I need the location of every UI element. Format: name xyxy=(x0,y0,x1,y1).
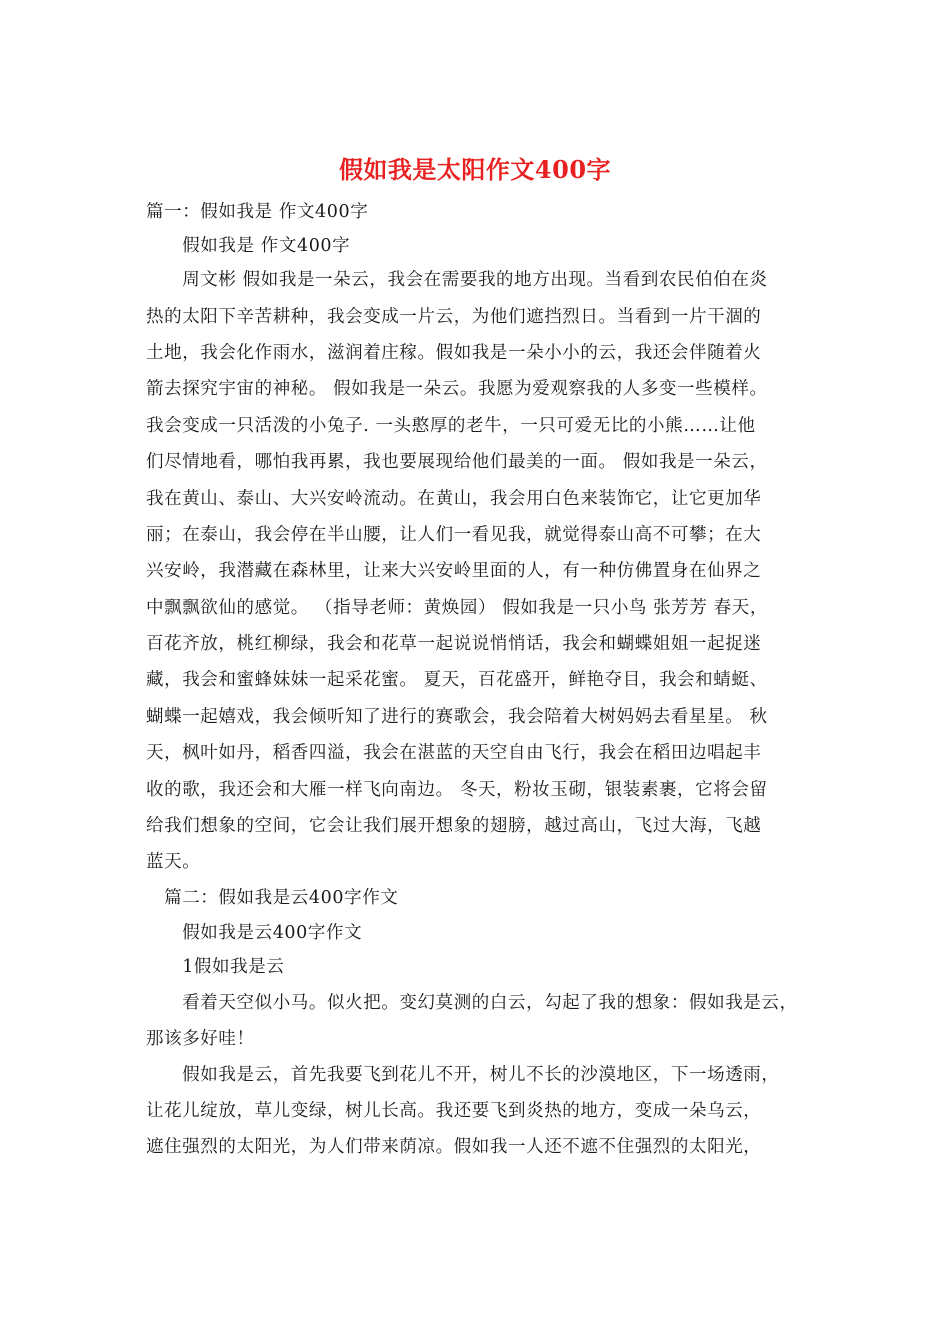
text-line: 给我们想象的空间，它会让我们展开想象的翅膀，越过高山，飞过大海，飞越 xyxy=(146,816,762,836)
text-line: 我在黄山、泰山、大兴安岭流动。在黄山，我会用白色来装饰它，让它更加华 xyxy=(146,489,762,509)
text-line: 藏，我会和蜜蜂妹妹一起采花蜜。 夏天，百花盛开，鲜艳夺目，我会和蜻蜓、 xyxy=(146,670,768,690)
text-line: 兴安岭，我潜藏在森林里，让来大兴安岭里面的人，有一种仿佛置身在仙界之 xyxy=(146,561,762,581)
text-line: 们尽情地看，哪怕我再累，我也要展现给他们最美的一面。 假如我是一朵云， xyxy=(146,452,768,472)
text-line: 土地，我会化作雨水，滋润着庄稼。假如我是一朵小小的云，我还会伴随着火 xyxy=(146,343,762,363)
text-line: 中飘飘欲仙的感觉。 （指导老师：黄焕园） 假如我是一只小鸟 张芳芳 春天， xyxy=(146,598,768,618)
text-line: 天，枫叶如丹，稻香四溢，我会在湛蓝的天空自由飞行，我会在稻田边唱起丰 xyxy=(146,743,762,763)
text-line: 周文彬 假如我是一朵云，我会在需要我的地方出现。当看到农民伯伯在炎 xyxy=(146,270,768,290)
text-line: 假如我是云400字作文 xyxy=(146,923,363,943)
document-title: 假如我是太阳作文400字 xyxy=(338,155,612,184)
text-line: 箭去探究宇宙的神秘。 假如我是一朵云。我愿为爱观察我的人多变一些模样。 xyxy=(146,379,768,399)
text-line: 蝴蝶一起嬉戏，我会倾听知了进行的赛歌会，我会陪着大树妈妈去看星星。 秋 xyxy=(146,707,768,727)
text-line: 我会变成一只活泼的小兔子. 一头憨厚的老牛，一只可爱无比的小熊……让他 xyxy=(146,416,756,436)
text-line: 收的歌，我还会和大雁一样飞向南边。 冬天，粉妆玉砌，银装素裹，它将会留 xyxy=(146,780,768,800)
text-line: 假如我是 作文400字 xyxy=(146,236,351,256)
text-line: 假如我是云，首先我要飞到花儿不开，树儿不长的沙漠地区，下一场透雨， xyxy=(146,1065,780,1085)
text-line: 遮住强烈的太阳光，为人们带来荫凉。假如我一人还不遮不住强烈的太阳光， xyxy=(146,1137,762,1157)
text-line: 那该多好哇！ xyxy=(146,1029,255,1049)
text-line: 1假如我是云 xyxy=(146,957,285,977)
text-line: 蓝天。 xyxy=(146,852,201,872)
text-line: 热的太阳下辛苦耕种，我会变成一片云，为他们遮挡烈日。当看到一片干涸的 xyxy=(146,307,762,327)
text-line: 篇一：假如我是 作文400字 xyxy=(146,202,369,222)
text-line: 百花齐放，桃红柳绿，我会和花草一起说说悄悄话，我会和蝴蝶姐姐一起捉迷 xyxy=(146,634,762,654)
text-line: 丽；在泰山，我会停在半山腰，让人们一看见我，就觉得泰山高不可攀；在大 xyxy=(146,525,762,545)
text-line: 看着天空似小马。似火把。变幻莫测的白云，勾起了我的想象：假如我是云， xyxy=(146,993,798,1013)
section-heading: 篇二：假如我是云400字作文 xyxy=(146,888,399,908)
text-line: 让花儿绽放，草儿变绿，树儿长高。我还要飞到炎热的地方，变成一朵乌云， xyxy=(146,1101,762,1121)
